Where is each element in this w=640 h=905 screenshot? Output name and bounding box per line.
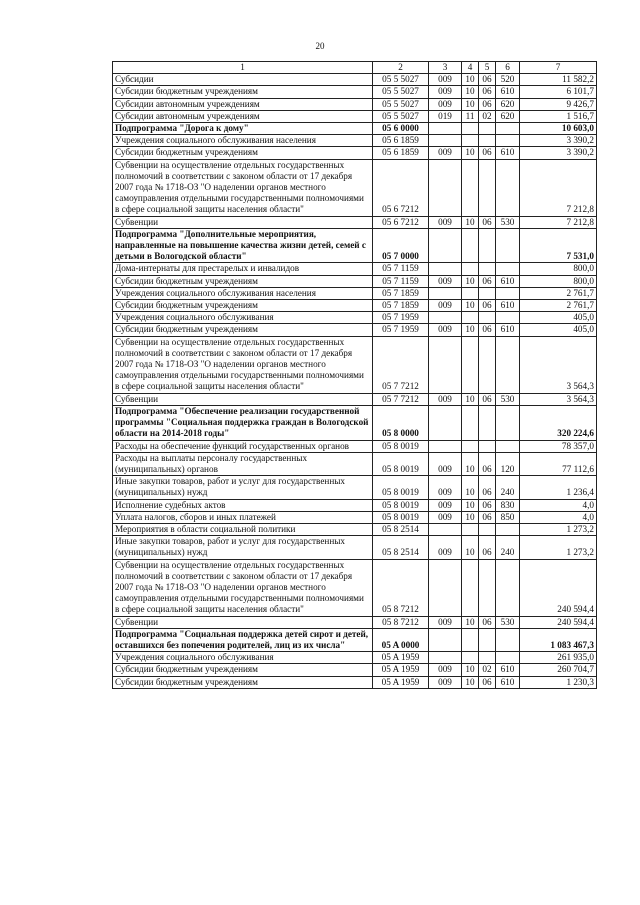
expense-type: 610 [496, 664, 520, 676]
subsection-code [479, 263, 496, 275]
amount: 320 224,6 [520, 405, 597, 440]
expense-type [496, 336, 520, 393]
table-body [113, 74, 597, 689]
ministry-code: 009 [429, 147, 462, 159]
ministry-code [429, 263, 462, 275]
target-code: 05 8 7212 [373, 616, 429, 628]
amount: 2 761,7 [520, 300, 597, 312]
table-row [113, 263, 597, 275]
row-name: Учреждения социального обслуживания [113, 652, 373, 664]
column-header: 2 [373, 62, 429, 74]
table-row [113, 110, 597, 122]
expense-type [496, 135, 520, 147]
ministry-code [429, 228, 462, 263]
section-code [462, 123, 479, 135]
row-name: Расходы на обеспечение функций государственных органов [113, 440, 373, 452]
subsection-code: 06 [479, 676, 496, 688]
subsection-code: 06 [479, 511, 496, 523]
ministry-code: 009 [429, 324, 462, 336]
target-code: 05 8 0019 [373, 440, 429, 452]
expense-type: 520 [496, 74, 520, 86]
table-row [113, 98, 597, 110]
row-name: Дома-интернаты для престарелых и инвалидов [113, 263, 373, 275]
subsection-code: 02 [479, 110, 496, 122]
target-code: 05 A 1959 [373, 676, 429, 688]
table-row [113, 511, 597, 523]
subsection-code [479, 123, 496, 135]
row-name: Субвенции на осуществление отдельных государственных полномочий в соответствии с законом области от 17 декабря 2007 года № 1718-ОЗ "О наделении органов местного самоуправления отдельными государственными полномочиями в сфере социальной защиты населения области" [113, 336, 373, 393]
table-row [113, 147, 597, 159]
row-name: Субсидии бюджетным учреждениям [113, 86, 373, 98]
table-row [113, 336, 597, 393]
amount: 2 761,7 [520, 287, 597, 299]
row-name: Субвенции на осуществление отдельных государственных полномочий в соответствии с законом области от 17 декабря 2007 года № 1718-ОЗ "О наделении органов местного самоуправления отдельными государственными полномочиями в сфере социальной защиты населения области" [113, 159, 373, 216]
table-row [113, 405, 597, 440]
amount: 3 564,3 [520, 336, 597, 393]
target-code: 05 8 2514 [373, 536, 429, 559]
row-name: Иные закупки товаров, работ и услуг для государственных (муниципальных) нужд [113, 476, 373, 499]
subsection-code [479, 523, 496, 535]
row-name: Подпрограмма "Дополнительные мероприятия, направленные на повышение качества жизни детей, семей с детьми в Вологодской области" [113, 228, 373, 263]
table-row [113, 275, 597, 287]
table-row [113, 324, 597, 336]
expense-type: 620 [496, 98, 520, 110]
ministry-code [429, 312, 462, 324]
column-header: 4 [462, 62, 479, 74]
target-code: 05 6 1859 [373, 135, 429, 147]
amount: 10 603,0 [520, 123, 597, 135]
subsection-code [479, 440, 496, 452]
subsection-code [479, 312, 496, 324]
expense-type [496, 287, 520, 299]
table-row [113, 287, 597, 299]
expense-type: 610 [496, 275, 520, 287]
expense-type: 610 [496, 86, 520, 98]
amount: 261 935,0 [520, 652, 597, 664]
row-name: Подпрограмма "Обеспечение реализации государственной программы "Социальная поддержка граждан в Вологодской области на 2014-2018 годы" [113, 405, 373, 440]
section-code [462, 263, 479, 275]
ministry-code [429, 135, 462, 147]
table-row [113, 452, 597, 475]
amount: 240 594,4 [520, 559, 597, 616]
ministry-code: 009 [429, 616, 462, 628]
section-code [462, 440, 479, 452]
row-name: Субвенции [113, 616, 373, 628]
amount: 1 516,7 [520, 110, 597, 122]
ministry-code: 009 [429, 499, 462, 511]
ministry-code [429, 523, 462, 535]
subsection-code: 06 [479, 300, 496, 312]
ministry-code: 009 [429, 216, 462, 228]
amount: 1 230,3 [520, 676, 597, 688]
amount: 405,0 [520, 312, 597, 324]
amount: 260 704,7 [520, 664, 597, 676]
amount: 1 083 467,3 [520, 628, 597, 651]
subsection-code: 06 [479, 98, 496, 110]
table-row [113, 86, 597, 98]
subsection-code: 06 [479, 86, 496, 98]
expense-type: 610 [496, 147, 520, 159]
section-code: 11 [462, 110, 479, 122]
amount: 78 357,0 [520, 440, 597, 452]
section-code: 10 [462, 616, 479, 628]
target-code: 05 5 5027 [373, 74, 429, 86]
section-code: 10 [462, 324, 479, 336]
expense-type [496, 523, 520, 535]
subsection-code [479, 628, 496, 651]
section-code: 10 [462, 147, 479, 159]
row-name: Субвенции [113, 216, 373, 228]
target-code: 05 5 5027 [373, 86, 429, 98]
column-header: 5 [479, 62, 496, 74]
row-name: Субсидии автономным учреждениям [113, 98, 373, 110]
ministry-code: 009 [429, 275, 462, 287]
expense-type [496, 559, 520, 616]
table-row [113, 228, 597, 263]
target-code: 05 7 1859 [373, 287, 429, 299]
row-name: Субсидии бюджетным учреждениям [113, 664, 373, 676]
row-name: Уплата налогов, сборов и иных платежей [113, 511, 373, 523]
subsection-code [479, 287, 496, 299]
section-code [462, 287, 479, 299]
table-row [113, 74, 597, 86]
subsection-code [479, 336, 496, 393]
subsection-code [479, 159, 496, 216]
budget-table [112, 61, 597, 689]
table-row [113, 628, 597, 651]
section-code: 10 [462, 393, 479, 405]
ministry-code: 009 [429, 536, 462, 559]
section-code: 10 [462, 476, 479, 499]
column-header: 6 [496, 62, 520, 74]
row-name: Субсидии [113, 74, 373, 86]
subsection-code [479, 228, 496, 263]
target-code: 05 8 2514 [373, 523, 429, 535]
expense-type [496, 628, 520, 651]
target-code: 05 7 1959 [373, 324, 429, 336]
expense-type [496, 652, 520, 664]
section-code: 10 [462, 300, 479, 312]
subsection-code [479, 652, 496, 664]
target-code: 05 8 0019 [373, 476, 429, 499]
target-code: 05 A 1959 [373, 652, 429, 664]
table-row [113, 664, 597, 676]
amount: 800,0 [520, 275, 597, 287]
section-code: 10 [462, 664, 479, 676]
table-row [113, 616, 597, 628]
expense-type [496, 159, 520, 216]
page-number: 20 [315, 41, 325, 51]
target-code: 05 5 5027 [373, 110, 429, 122]
row-name: Субсидии бюджетным учреждениям [113, 147, 373, 159]
target-code: 05 5 5027 [373, 98, 429, 110]
table-row [113, 216, 597, 228]
amount: 800,0 [520, 263, 597, 275]
amount: 3 390,2 [520, 135, 597, 147]
amount: 77 112,6 [520, 452, 597, 475]
column-header: 3 [429, 62, 462, 74]
row-name: Мероприятия в области социальной политики [113, 523, 373, 535]
section-code: 10 [462, 98, 479, 110]
ministry-code: 009 [429, 86, 462, 98]
ministry-code [429, 628, 462, 651]
section-code: 10 [462, 216, 479, 228]
row-name: Субсидии автономным учреждениям [113, 110, 373, 122]
ministry-code: 009 [429, 300, 462, 312]
table-row [113, 559, 597, 616]
section-code [462, 523, 479, 535]
section-code: 10 [462, 275, 479, 287]
amount: 1 273,2 [520, 523, 597, 535]
ministry-code: 009 [429, 98, 462, 110]
ministry-code [429, 652, 462, 664]
ministry-code: 009 [429, 452, 462, 475]
expense-type: 610 [496, 324, 520, 336]
row-name: Учреждения социального обслуживания населения [113, 287, 373, 299]
row-name: Расходы на выплаты персоналу государственных (муниципальных) органов [113, 452, 373, 475]
row-name: Учреждения социального обслуживания [113, 312, 373, 324]
ministry-code: 009 [429, 664, 462, 676]
subsection-code [479, 405, 496, 440]
table-row [113, 123, 597, 135]
amount: 9 426,7 [520, 98, 597, 110]
expense-type: 530 [496, 616, 520, 628]
section-code [462, 159, 479, 216]
ministry-code: 009 [429, 476, 462, 499]
row-name: Субвенции на осуществление отдельных государственных полномочий в соответствии с законом области от 17 декабря 2007 года № 1718-ОЗ "О наделении органов местного самоуправления отдельными государственными полномочиями в сфере социальной защиты населения области" [113, 559, 373, 616]
amount: 6 101,7 [520, 86, 597, 98]
amount: 3 564,3 [520, 393, 597, 405]
section-code [462, 228, 479, 263]
target-code: 05 7 7212 [373, 336, 429, 393]
target-code: 05 6 1859 [373, 147, 429, 159]
target-code: 05 7 1159 [373, 275, 429, 287]
amount: 405,0 [520, 324, 597, 336]
expense-type: 610 [496, 676, 520, 688]
amount: 1 273,2 [520, 536, 597, 559]
table-row [113, 393, 597, 405]
subsection-code: 06 [479, 499, 496, 511]
table-row [113, 536, 597, 559]
subsection-code: 06 [479, 74, 496, 86]
section-code [462, 405, 479, 440]
expense-type: 120 [496, 452, 520, 475]
table-row [113, 499, 597, 511]
subsection-code [479, 135, 496, 147]
target-code: 05 8 0019 [373, 511, 429, 523]
table-row [113, 135, 597, 147]
section-code [462, 652, 479, 664]
table-row [113, 159, 597, 216]
section-code: 10 [462, 499, 479, 511]
target-code: 05 7 1959 [373, 312, 429, 324]
target-code: 05 7 1859 [373, 300, 429, 312]
section-code [462, 336, 479, 393]
subsection-code [479, 559, 496, 616]
column-header: 1 [113, 62, 373, 74]
ministry-code: 009 [429, 74, 462, 86]
expense-type [496, 405, 520, 440]
expense-type: 620 [496, 110, 520, 122]
ministry-code [429, 405, 462, 440]
amount: 240 594,4 [520, 616, 597, 628]
table-row [113, 312, 597, 324]
table-row [113, 440, 597, 452]
amount: 1 236,4 [520, 476, 597, 499]
subsection-code: 06 [479, 452, 496, 475]
section-code: 10 [462, 536, 479, 559]
target-code: 05 8 7212 [373, 559, 429, 616]
row-name: Субсидии бюджетным учреждениям [113, 324, 373, 336]
table-row [113, 676, 597, 688]
section-code: 10 [462, 74, 479, 86]
section-code: 10 [462, 86, 479, 98]
row-name: Субсидии бюджетным учреждениям [113, 676, 373, 688]
column-header: 7 [520, 62, 597, 74]
expense-type [496, 312, 520, 324]
expense-type: 610 [496, 300, 520, 312]
target-code: 05 6 7212 [373, 216, 429, 228]
expense-type: 530 [496, 393, 520, 405]
subsection-code: 02 [479, 664, 496, 676]
target-code: 05 7 0000 [373, 228, 429, 263]
expense-type: 240 [496, 536, 520, 559]
ministry-code: 009 [429, 676, 462, 688]
row-name: Иные закупки товаров, работ и услуг для государственных (муниципальных) нужд [113, 536, 373, 559]
ministry-code [429, 123, 462, 135]
row-name: Субсидии бюджетным учреждениям [113, 275, 373, 287]
expense-type: 850 [496, 511, 520, 523]
expense-type [496, 263, 520, 275]
target-code: 05 7 7212 [373, 393, 429, 405]
subsection-code: 06 [479, 275, 496, 287]
ministry-code [429, 159, 462, 216]
expense-type: 530 [496, 216, 520, 228]
ministry-code: 009 [429, 511, 462, 523]
row-name: Субвенции [113, 393, 373, 405]
amount: 3 390,2 [520, 147, 597, 159]
amount: 11 582,2 [520, 74, 597, 86]
subsection-code: 06 [479, 536, 496, 559]
expense-type: 830 [496, 499, 520, 511]
amount: 7 531,0 [520, 228, 597, 263]
table-row [113, 476, 597, 499]
subsection-code: 06 [479, 616, 496, 628]
amount: 7 212,8 [520, 216, 597, 228]
target-code: 05 8 0019 [373, 499, 429, 511]
ministry-code [429, 559, 462, 616]
target-code: 05 A 0000 [373, 628, 429, 651]
section-code: 10 [462, 676, 479, 688]
table-row [113, 652, 597, 664]
target-code: 05 8 0000 [373, 405, 429, 440]
expense-type [496, 440, 520, 452]
target-code: 05 6 7212 [373, 159, 429, 216]
ministry-code [429, 336, 462, 393]
section-code: 10 [462, 452, 479, 475]
section-code [462, 312, 479, 324]
expense-type [496, 123, 520, 135]
table-row [113, 523, 597, 535]
subsection-code: 06 [479, 216, 496, 228]
section-code [462, 628, 479, 651]
section-code [462, 559, 479, 616]
row-name: Подпрограмма "Социальная поддержка детей сирот и детей, оставшихся без попечения родителей, лиц из их числа" [113, 628, 373, 651]
subsection-code: 06 [479, 147, 496, 159]
amount: 7 212,8 [520, 159, 597, 216]
target-code: 05 6 0000 [373, 123, 429, 135]
target-code: 05 7 1159 [373, 263, 429, 275]
expense-type [496, 228, 520, 263]
table-row [113, 300, 597, 312]
subsection-code: 06 [479, 476, 496, 499]
ministry-code: 019 [429, 110, 462, 122]
expense-type: 240 [496, 476, 520, 499]
row-name: Исполнение судебных актов [113, 499, 373, 511]
amount: 4,0 [520, 511, 597, 523]
subsection-code: 06 [479, 393, 496, 405]
header-row [113, 62, 597, 74]
ministry-code [429, 440, 462, 452]
ministry-code [429, 287, 462, 299]
target-code: 05 8 0019 [373, 452, 429, 475]
row-name: Субсидии бюджетным учреждениям [113, 300, 373, 312]
target-code: 05 A 1959 [373, 664, 429, 676]
row-name: Подпрограмма "Дорога к дому" [113, 123, 373, 135]
section-code: 10 [462, 511, 479, 523]
row-name: Учреждения социального обслуживания населения [113, 135, 373, 147]
section-code [462, 135, 479, 147]
subsection-code: 06 [479, 324, 496, 336]
amount: 4,0 [520, 499, 597, 511]
ministry-code: 009 [429, 393, 462, 405]
